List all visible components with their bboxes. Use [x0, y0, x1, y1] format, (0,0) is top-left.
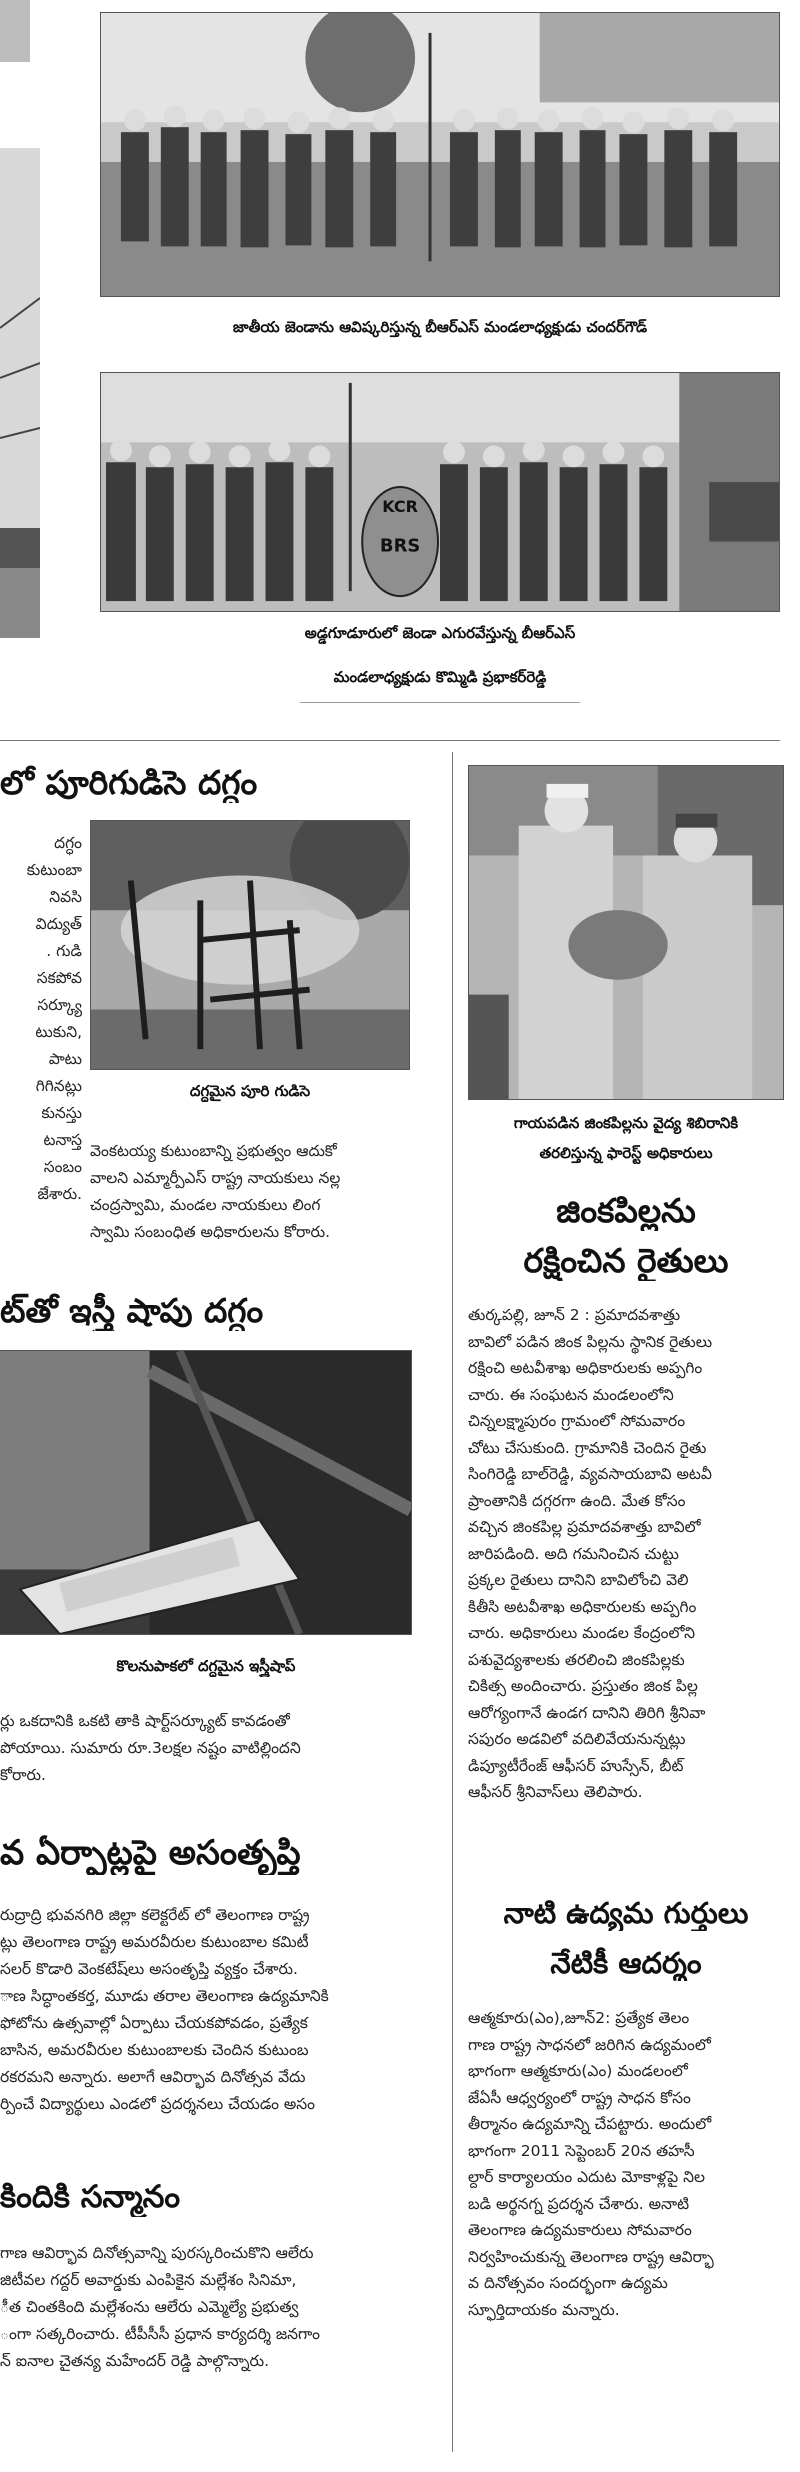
- movement-line: జేఏసీ ఆధ్వర్యంలో రాష్ట్ర సాధన కోసం: [468, 2088, 691, 2107]
- felicitation-line: ీత చింతకింది మల్లేశంను ఆలేరు ఎమ్మెల్యే ప్రభుత్వ: [0, 2298, 299, 2316]
- fragment-line: జేశారు.: [37, 1185, 82, 1203]
- deer-line: డిప్యూటీరేంజ్ ఆఫీసర్ హుస్సేన్, బీట్: [468, 1756, 684, 1775]
- deer-line: బావిలో పడిన జింక పిల్లను స్థానిక రైతులు: [468, 1332, 713, 1351]
- deer-line: చిన్నలక్ష్మాపురం గ్రామంలో సోమవారం: [468, 1412, 686, 1430]
- felicitation-line: జిటీవల గద్దర్ అవార్డుకు ఎంపికైన మల్లేశం సినిమా,: [0, 2271, 297, 2289]
- deer-line: వచ్చిన జింకపిల్ల ప్రమాదవశాత్తు బావిలో: [468, 1518, 701, 1536]
- movement-line: బడి అర్థనగ్న ప్రదర్శన చేశారు. అనాటి: [468, 2194, 690, 2213]
- dissatisfaction-line: బాసిన, అమరవీరుల కుటుంబాలకు చెందిన కుటుంబ: [0, 2041, 309, 2059]
- movement-memories-body: [468, 2005, 784, 2323]
- continuation-line: చంద్రస్వామి, మండల నాయకులు లింగ: [90, 1196, 321, 1214]
- burnt-shop-photo: [0, 1350, 412, 1635]
- fragment-line: సర్క్యూ: [37, 996, 82, 1014]
- movement-line: నిర్వహించుకున్న తెలంగాణ రాష్ట్ర ఆవిర్భా: [468, 2247, 714, 2266]
- movement-line: గాణ రాష్ట్ర సాధనలో జరిగిన ఉద్యమంలో: [468, 2035, 711, 2054]
- movement-headline-line1: నాటి ఉద్యమ గుర్తులు: [503, 1896, 749, 1930]
- deer-line: పశువైద్యశాలకు తరలించి జింకపిల్లకు: [468, 1650, 685, 1669]
- caption-underline: [300, 702, 580, 703]
- fragment-line: టనాస్త: [43, 1131, 82, 1149]
- column-divider: [452, 752, 453, 2452]
- felicitation-line: ంగా సత్కరించారు. టీపీసీసీ ప్రధాన కార్యదర్శి జనగాం: [0, 2325, 321, 2343]
- fragment-line: సంబం: [43, 1158, 82, 1176]
- dissatisfaction-line: ర్పించే విద్యార్థులు ఎండలో ప్రదర్శనలు చేయడం అసం: [0, 2095, 315, 2113]
- deer-line: చారు. ఈ సంఘటన మండలంలోని: [468, 1385, 674, 1404]
- hut-fire-headline: లో పూరిగుడిసె దగ్ధం: [0, 763, 258, 802]
- movement-line: స్ఫూర్తిదాయకం మన్నారు.: [468, 2300, 620, 2319]
- flag-hoisting-photo: [100, 12, 780, 297]
- deer-rescue-photo: [468, 765, 784, 1100]
- deer-line: తుర్కపల్లి, జూన్ 2 : ప్రమాదవశాత్తు: [468, 1306, 681, 1324]
- fragment-line: సకపోవ: [36, 969, 82, 987]
- deer-line: చారు. అధికారులు మండల కేంద్రంలోని: [468, 1624, 695, 1642]
- burnt-shop-caption: కొలనుపాకలో దగ్ధమైన ఇస్త్రీషాప్: [116, 1657, 296, 1675]
- continuation-line: వాలని ఎమ్మార్పీఎస్ రాష్ట్ర నాయకులు నల్ల: [90, 1169, 341, 1187]
- deer-line: కితీసి అటవీశాఖ అధికారులకు అప్పగిం: [468, 1597, 697, 1616]
- fragment-line: నివసి: [49, 888, 82, 906]
- continuation-line: వెంకటయ్య కుటుంబాన్ని ప్రభుత్వం ఆదుకో: [90, 1142, 337, 1160]
- shop-line: కోరారు.: [0, 1766, 46, 1784]
- continuation-line: స్వామి సంబంధిత అధికారులను కోరారు.: [90, 1223, 331, 1241]
- felicitation-line: గాణ ఆవిర్భావ దినోత్సవాన్ని పురస్కరించుకొని ఆలేరు: [0, 2244, 314, 2262]
- deer-caption-line1: గాయపడిన జింకపిల్లను వైద్య శిబిరానికి: [513, 1114, 739, 1132]
- felicitation-line: న్ ఐనాల చైతన్య మహేందర్ రెడ్డి పాల్గొన్నారు.: [0, 2352, 270, 2370]
- movement-line: తీర్మానం ఉద్యమాన్ని చేపట్టారు. అందులో: [468, 2115, 712, 2133]
- burnt-hut-caption: దగ్ధమైన పూరి గుడిసె: [189, 1082, 311, 1100]
- felicitation-body: [0, 2240, 440, 2375]
- fragment-line: కునస్తు: [41, 1104, 82, 1122]
- deer-line: జారిపడింది. అది గమనించిన చుట్టు: [468, 1544, 679, 1563]
- deer-line: రక్షించి అటవీశాఖ అధికారులకు అప్పగిం: [468, 1359, 703, 1377]
- horizontal-section-divider: [0, 740, 780, 741]
- dissatisfaction-line: ాణ సిద్ధాంతకర్త, మూడు తరాల తెలంగాణ ఉద్యమానికి: [0, 1987, 329, 2005]
- deer-headline-line2: రక్షించిన రైతులు: [523, 1241, 729, 1280]
- deer-caption-line2: తరలిస్తున్న ఫారెస్ట్ అధికారులు: [539, 1144, 713, 1162]
- dissatisfaction-body: [0, 1902, 440, 2118]
- deer-line: చికిత్స అందించారు. ప్రస్తుతం జింక పిల్ల: [468, 1677, 698, 1695]
- hut-fire-continuation: [90, 1138, 435, 1246]
- fragment-line: టుకుని,: [35, 1023, 82, 1041]
- shop-line: పోయాయి. సుమారు రూ.3లక్షల నష్టం వాటిల్లిందని: [0, 1739, 301, 1757]
- movement-line: భాగంగా 2011 సెప్టెంబర్ 20న తహసీ: [468, 2141, 695, 2160]
- flag-hoisting-caption: జాతీయ జెండాను ఆవిష్కరిస్తున్న బీఆర్ఎస్ మండలాధ్యక్షుడు చందర్‌గౌడ్: [232, 318, 648, 336]
- deer-line: సపురం అడవిలో వదిలివేయనున్నట్లు: [468, 1730, 686, 1748]
- shop-line: ర్లు ఒకదానికి ఒకటి తాకి షార్ట్‌సర్క్యూట్ కావడంతో: [0, 1712, 290, 1730]
- fragment-line: పాటు: [48, 1050, 82, 1068]
- deer-line: ఆరోగ్యంగానే ఉండగ దానిని తిరిగి శ్రీనివా: [468, 1703, 706, 1722]
- movement-line: ల్దార్ కార్యాలయం ఎదుట మోకాళ్లపై నిల: [468, 2168, 706, 2186]
- shop-fire-headline: ట్‌తో ఇస్త్రీ షాపు దగ్ధం: [0, 1291, 264, 1330]
- dissatisfaction-line: రకరమని అన్నారు. అలాగే ఆవిర్భావ దినోత్సవ వేదు: [0, 2068, 306, 2086]
- movement-headline-line2: నేటికీ ఆదర్శం: [550, 1946, 702, 1980]
- addaguduru-flag-photo: [100, 372, 780, 612]
- dissatisfaction-line: సలర్ కొడారి వెంకటేష్‌లు అసంతృప్తి వ్యక్తం చేశారు.: [0, 1960, 298, 1978]
- dissatisfaction-line: ట్లు తెలంగాణ రాష్ట్ర అమరవీరుల కుటుంబాల కమిటీ: [0, 1933, 309, 1951]
- addaguduru-caption-line2: మండలాధ్యక్షుడు కొమ్మిడి ప్రభాకర్‌రెడ్డి: [333, 668, 547, 686]
- felicitation-headline: కిందికి సన్మానం: [0, 2179, 181, 2215]
- deer-line: ఆఫీసర్ శ్రీనివాస్‌లు తెలిపారు.: [468, 1783, 643, 1801]
- fragment-line: కుటుంబా: [26, 861, 82, 879]
- drum-text: KCR: [382, 496, 418, 516]
- fragment-line: . గుడి: [46, 942, 82, 960]
- deer-line: సింగిరెడ్డి బాల్‌రెడ్డి, వ్యవసాయబావి అటవీ: [468, 1465, 712, 1483]
- fragment-line: దగ్ధం: [54, 834, 82, 852]
- addaguduru-caption-line1: అడ్డగూడూరులో జెండా ఎగురవేస్తున్న బీఆర్ఎస్: [304, 624, 576, 642]
- fragment-line: విద్యుత్: [35, 915, 82, 933]
- movement-line: ఆత్మకూరు(ఎం),జూన్2: ప్రత్యేక తెలం: [468, 2009, 690, 2027]
- deer-line: ప్రాంతానికి దగ్గరగా ఉంది. మేత కోసం: [468, 1491, 686, 1510]
- shop-fire-body: [0, 1708, 440, 1789]
- deer-rescue-body: [468, 1302, 784, 1806]
- movement-line: భాగంగా ఆత్మకూరు(ఎం) మండలంలో: [468, 2062, 688, 2080]
- cropped-photo-left-top: [0, 0, 30, 62]
- deer-line: చోటు చేసుకుంది. గ్రామానికి చెందిన రైతు: [468, 1438, 707, 1457]
- dissatisfaction-headline: వ ఏర్పాట్లపై అసంతృప్తి: [0, 1833, 301, 1873]
- burnt-hut-photo: [90, 820, 410, 1070]
- dissatisfaction-line: ఫోటోను ఉత్సవాల్లో ఏర్పాటు చేయకపోవడం, ప్రత్యేక: [0, 2014, 308, 2032]
- cropped-photo-left-middle: [0, 148, 40, 638]
- dissatisfaction-line: రుద్రాద్రి భువనగిరి జిల్లా కలెక్టరేట్ లో తెలంగాణ రాష్ట్ర: [0, 1906, 310, 1924]
- banner-text: BRS: [379, 535, 421, 557]
- deer-line: ప్రక్కల రైతులు దానిని బావిలోంచి వెలి: [468, 1571, 689, 1589]
- movement-line: వ దినోత్సవం సందర్భంగా ఉద్యమ: [468, 2274, 668, 2292]
- fragment-line: గిగినట్లు: [35, 1077, 82, 1095]
- movement-line: తెలంగాణ ఉద్యమకారులు సోమవారం: [468, 2221, 692, 2239]
- deer-headline-line1: జింకపిల్లను: [556, 1191, 696, 1230]
- left-margin-fragments: [0, 830, 82, 1208]
